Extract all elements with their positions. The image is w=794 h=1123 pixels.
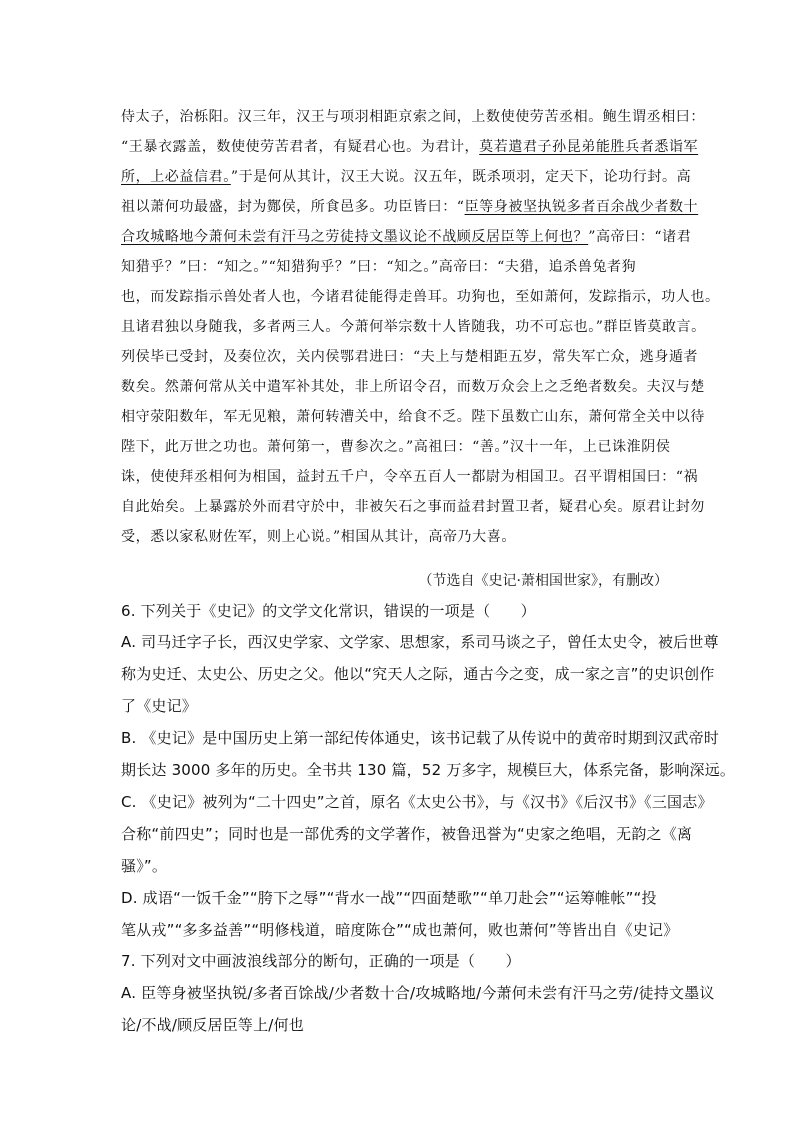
passage-text: 也，而发踪指示兽处者人也，今诸君徒能得走兽耳。功狗也，至如萧何，发踪指示，功人也。	[121, 289, 720, 305]
option-d-line: D. 成语“一饭千金”“胯下之辱”“背水一战”“四面楚歌”“单刀赴会”“运筹帷帐”“投	[121, 889, 657, 907]
passage-line-1	[121, 106, 705, 126]
option-d-line: 笔从戎”“多多益善”“明修栈道，暗度陈仓”“成也萧何，败也萧何”等皆出自《史记》	[121, 921, 679, 939]
underlined-text: 莫若遣君子孙昆弟能胜兵者悉诣军	[479, 139, 699, 155]
question-7-stem: 7. 下列对文中画波浪线部分的断句，正确的一项是（ ）	[121, 952, 521, 970]
passage-text: 祖以萧何功最盛，封为酂侯，所食邑多。功臣皆曰：“	[121, 199, 465, 215]
passage-line-3	[121, 166, 691, 186]
passage-text: 知猎乎？”曰：“知之。”“知猎狗乎？”曰：“知之。”高帝曰：“夫猎，追杀兽兔者狗	[121, 259, 637, 275]
passage-text: ”于是何从其计，汉王大说。汉五年，既杀项羽，定天下，论功行封。高	[230, 169, 692, 185]
passage-text: 自此始矣。上暴露於外而君守於中，非被矢石之事而益君封置卫者，疑君心矣。原君让封勿	[121, 499, 705, 515]
passage-line-4	[121, 196, 698, 216]
passage-text: “王暴衣露盖，数使使劳苦君者，有疑君心也。为君计，	[121, 139, 480, 155]
passage-line-6	[121, 256, 636, 276]
option-a-line: 称为史迁、太史公、历史之父。他以“究天人之际，通古今之变，成一家之言”的史识创作	[121, 665, 715, 683]
passage-text: 诛，使使拜丞相何为相国，益封五千户，令卒五百人一都尉为相国卫。召平谓相国曰：“祸	[121, 469, 699, 485]
option-a-line: A. 臣等身被坚执锐/多者百馀战/少者数十合/攻城略地/今萧何未尝有汗马之劳/徒持文墨议	[121, 984, 715, 1002]
passage-line-13	[121, 466, 698, 486]
passage-line-7	[121, 286, 720, 306]
passage-line-8	[121, 316, 706, 336]
passage-line-10	[121, 376, 705, 396]
passage-source: （节选自《史记·萧相国世家》，有删改）	[418, 573, 668, 589]
option-a-line: 论/不战/顾反居臣等上/何也	[121, 1016, 304, 1034]
question-6-stem: 6. 下列关于《史记》的文学文化常识，错误的一项是（ ）	[121, 602, 536, 620]
option-a-line: 了《史记》	[121, 697, 198, 715]
option-b-line: B. 《史记》是中国历史上第一部纪传体通史，该书记载了从传说中的黄帝时期到汉武帝时	[121, 729, 720, 747]
passage-text: 且诸君独以身随我，多者两三人。今萧何举宗数十人皆随我，功不可忘也。”群臣皆莫敢言。	[121, 319, 706, 335]
passage-text: 陛下，此万世之功也。萧何第一，曹参次之。”高祖曰：“善。”汉十一年，上已诛淮阴侯	[121, 439, 671, 455]
option-b-line: 期长达 3000 多年的历史。全书共 130 篇，52 万多字，规模巨大，体系完备，影响深远。	[121, 761, 736, 779]
passage-text: ”高帝曰：“诸君	[588, 229, 692, 245]
underlined-text: 臣等身被坚执锐多者百余战少者数十	[464, 199, 699, 215]
passage-line-9	[121, 346, 698, 366]
passage-text: 受，悉以家私财佐军，则上心说。”相国从其计，高帝乃大喜。	[121, 529, 516, 545]
passage-text: 侍太子，治栎阳。汉三年，汉王与项羽相距京索之间，上数使使劳苦丞相。鲍生谓丞相曰：	[121, 109, 705, 125]
underlined-text: 所，上必益信君。	[121, 169, 231, 185]
passage-line-11	[121, 406, 705, 426]
option-c-line: 骚》”。	[121, 857, 168, 875]
option-a-line: A. 司马迁字子长，西汉史学家、文学家、思想家，系司马谈之子，曾任太史令，被后世尊	[121, 633, 719, 651]
passage-line-15	[121, 526, 516, 546]
passage-line-12	[121, 436, 670, 456]
option-c-line: C. 《史记》被列为“二十四史”之首，原名《太史公书》，与《汉书》《后汉书》《三国志》	[121, 793, 713, 811]
underlined-text: 合攻城略地今萧何未尝有汗马之劳徒持文墨议论不战顾反居臣等上何也？	[121, 229, 589, 245]
option-c-line: 合称“前四史”；同时也是一部优秀的文学著作，被鲁迅誉为“史家之绝唱，无韵之《离	[121, 825, 693, 843]
passage-line-2	[121, 136, 698, 156]
passage-line-14	[121, 496, 705, 516]
passage-line-5	[121, 226, 691, 246]
passage-text: 数矣。然萧何常从关中遣军补其处，非上所诏令召，而数万众会上之乏绝者数矣。夫汉与楚	[121, 379, 705, 395]
passage-text: 相守荥阳数年，军无见粮，萧何转漕关中，给食不乏。陛下虽数亡山东，萧何常全关中以待	[121, 409, 705, 425]
passage-text: 列侯毕已受封，及奏位次，关内侯鄂君进曰：“夫上与楚相距五岁，常失军亡众，逃身遁者	[121, 349, 699, 365]
